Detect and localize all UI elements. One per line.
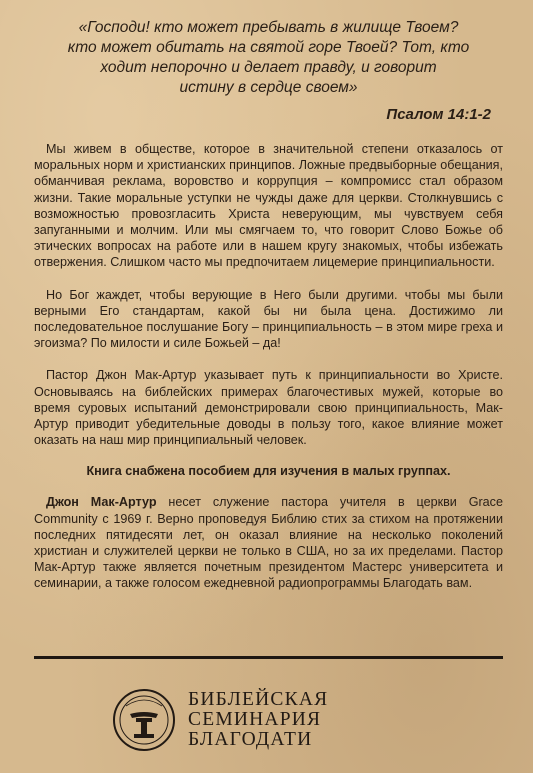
publisher-logo (112, 688, 328, 752)
scripture-reference: Псалом 14:1-2 (386, 106, 491, 123)
paragraph: Мы живем в обществе, которое в значительной степени отказалось от моральных норм и христианских принципов. Ложные предвыборные обещания, обманчивая реклама, воровство и коррупция – компромисс стал образом жизни. Такие моральные уступки не чужды даже для церкви. Столкнувшись с возможностью провозгласить Христа неверующим, мы чувствуем себя запуганными и молчим. Или мы смягчаем то, что говорит Слово Божье об этических вопросах на работе или в нашем кругу знакомых, чтобы избежать отвержения. Слишком часто мы предпочитаем лицемерие принципиальности. (34, 142, 503, 270)
paragraph: Но Бог жаждет, чтобы верующие в Него были другими. чтобы мы были верными Его стандартам, какой бы ни была цена. Достижимо ли последовательное послушание Богу – принципиальность – в этом мире греха и эгоизма? По милости и силе Божьей – да! (34, 287, 503, 351)
seminary-seal-icon (112, 688, 176, 752)
publisher-line: СЕМИНАРИЯ (188, 709, 322, 730)
quote-line: ходит непорочно и делает правду, и говорит (100, 59, 437, 76)
author-bio-text: несет служение пастора учителя в церкви Grace Community с 1969 г. Верно проповедуя Библию стих за стихом на протяжении последних пятидесяти лет, он оказал влияние на несколько поколений христиан и служителей церкви не только в США, но за их пределами. Пастор Мак-Артур также является почетным президентом Мастерс университета и семинарии, а также голосом ежедневной радиопрограммы Благодать вам. (34, 495, 503, 591)
publisher-line: БЛАГОДАТИ (188, 729, 313, 750)
divider-rule (34, 656, 503, 659)
quote-line: кто может обитать на святой горе Твоей? Тот, кто (67, 39, 470, 56)
author-bio (34, 494, 503, 591)
quote-line: истину в сердце своем» (179, 79, 358, 96)
epigraph-quote (40, 18, 497, 98)
study-guide-note: Книга снабжена пособием для изучения в малых группах. (86, 464, 451, 479)
publisher-name (188, 690, 328, 750)
author-name: Джон Мак-Артур (46, 495, 157, 510)
publisher-line: БИБЛЕЙСКАЯ (188, 689, 329, 710)
quote-line: «Господи! кто может пребывать в жилище Твоем? (78, 19, 459, 36)
paragraph: Пастор Джон Мак-Артур указывает путь к принципиальности во Христе. Основываясь на библейских примерах благочестивых мужей, которые во время суровых испытаний демонстрировали свою принципиальность, Мак-Артур приводит убедительные доводы в пользу того, какое влияние может оказать на наш мир принципиальный человек. (34, 368, 503, 448)
